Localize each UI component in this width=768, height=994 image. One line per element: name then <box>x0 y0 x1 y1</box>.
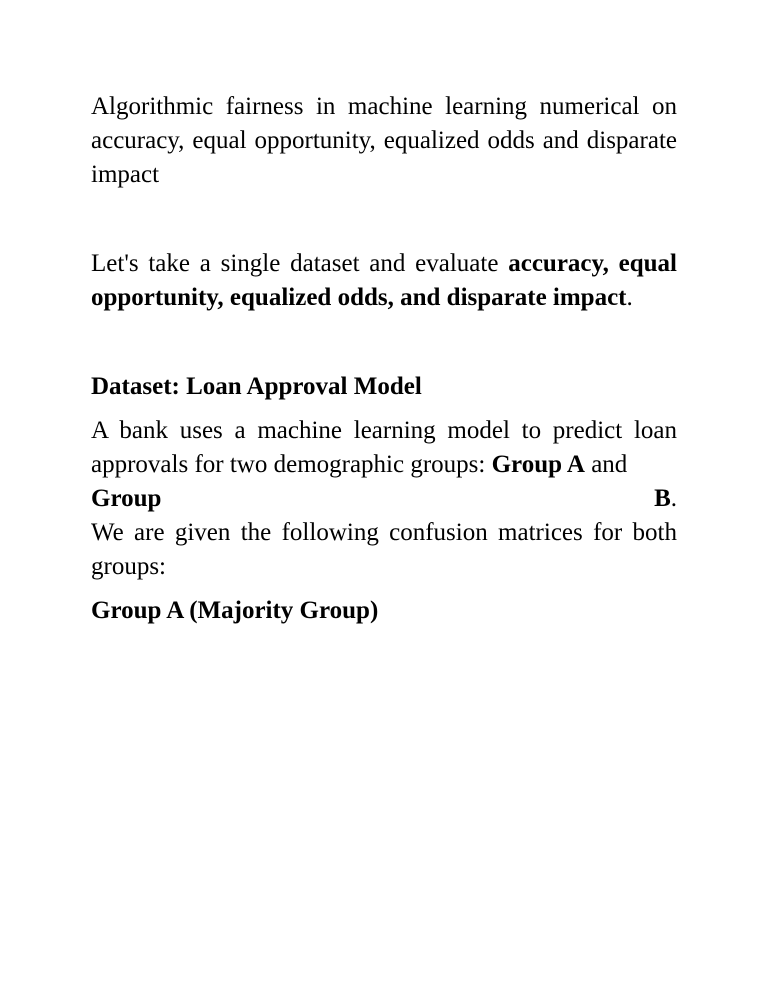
group-a-label: Group A <box>491 451 585 478</box>
evaluation-paragraph <box>91 247 677 315</box>
and-text: and <box>584 451 628 478</box>
group-b-line <box>91 482 677 516</box>
dataset-heading: Dataset: Loan Approval Model <box>91 373 422 400</box>
period: . <box>670 485 677 512</box>
given-paragraph: We are given the following confusion matrices for both groups: <box>91 519 677 580</box>
group-b-label: B <box>654 485 671 512</box>
document-page <box>91 90 677 638</box>
group-b-end <box>654 482 677 516</box>
evaluation-lead: Let's take a single dataset and evaluate <box>91 250 509 277</box>
dataset-desc-lead: A bank uses a machine learning model to predict loan approvals for two demographic groups: <box>91 417 677 478</box>
intro-paragraph: Algorithmic fairness in machine learning numerical on accuracy, equal opportunity, equalized odds and disparate impact <box>91 93 677 188</box>
dataset-description <box>91 414 677 482</box>
evaluation-tail: . <box>626 284 633 311</box>
group-a-heading: Group A (Majority Group) <box>91 597 379 624</box>
evaluation-metrics: accuracy, equal opportunity, equalized odds, and disparate impact <box>91 250 678 311</box>
group-word: Group <box>91 485 162 512</box>
